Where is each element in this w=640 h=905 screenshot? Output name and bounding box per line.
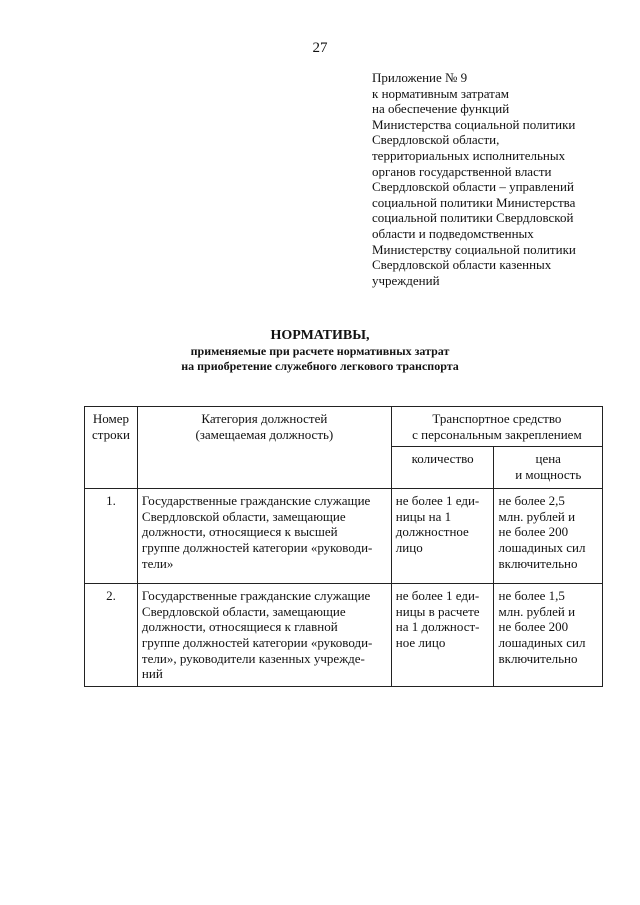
cell-line: ное лицо	[395, 634, 446, 650]
appendix-block	[372, 70, 632, 288]
heading-title: НОРМАТИВЫ,	[270, 328, 370, 343]
appendix-line: Приложение № 9	[372, 70, 468, 85]
appendix-line: Свердловской области казенных	[372, 257, 552, 273]
cell-line: тели», руководители казенных учрежде-	[141, 650, 365, 666]
header-line: количество	[411, 451, 474, 467]
cell-line: не более 2,5	[498, 493, 565, 509]
cell-line: лошадиных сил	[498, 539, 586, 555]
cell-line: ницы в расчете	[395, 603, 480, 619]
cell-line: включительно	[498, 650, 578, 666]
table-header-row	[85, 407, 603, 447]
cell-line: лошадиных сил	[498, 634, 586, 650]
cell-line: млн. рублей и	[498, 603, 576, 619]
table-row	[85, 584, 603, 687]
cell-line: включительно	[498, 555, 578, 571]
header-quantity	[391, 447, 494, 489]
cell-line: на 1 должност-	[395, 619, 480, 635]
row-price	[494, 584, 603, 687]
cell-line: ницы на 1	[395, 508, 452, 524]
cell-line: не более 1 еди-	[395, 588, 480, 604]
row-price	[494, 489, 603, 584]
document-heading	[0, 327, 640, 374]
header-line: цена	[535, 451, 561, 467]
appendix-line: Министерства социальной политики	[372, 116, 576, 132]
header-price	[494, 447, 603, 489]
cell-line: тели»	[141, 555, 174, 571]
appendix-line: области и подведомственных	[372, 225, 534, 241]
heading-subtitle: применяемые при расчете нормативных затрат	[190, 344, 450, 358]
cell-line: Свердловской области, замещающие	[141, 603, 346, 619]
cell-line: Свердловской области, замещающие	[141, 508, 346, 524]
cell-line: группе должностей категории «руководи-	[141, 539, 373, 555]
row-quantity	[391, 489, 494, 584]
cell-line: должностное	[395, 524, 469, 540]
page-number: 27	[312, 40, 328, 56]
cell-line: должности, относящиеся к высшей	[141, 524, 338, 540]
cell-line: группе должностей категории «руководи-	[141, 634, 373, 650]
appendix-line: территориальных исполнительных	[372, 147, 566, 163]
appendix-line: Свердловской области – управлений	[372, 179, 574, 195]
cell-line: не более 200	[498, 619, 569, 635]
appendix-line: социальной политики Министерства	[372, 194, 576, 210]
appendix-line: на обеспечение функций	[372, 101, 510, 117]
appendix-line: Министерству социальной политики	[372, 241, 576, 257]
table-row	[85, 489, 603, 584]
header-line: Номер	[92, 411, 130, 426]
cell-line: не более 200	[498, 524, 569, 540]
appendix-line: к нормативным затратам	[372, 85, 510, 101]
row-quantity	[391, 584, 494, 687]
cell-line: Государственные гражданские служащие	[141, 588, 371, 604]
row-number: 1.	[85, 489, 138, 584]
appendix-line: учреждений	[372, 272, 440, 288]
header-vehicle	[391, 407, 602, 447]
header-num	[85, 407, 138, 489]
cell-line: должности, относящиеся к главной	[141, 619, 338, 635]
header-line: Категория должностей	[201, 411, 328, 426]
header-line: и мощность	[515, 466, 582, 482]
appendix-line: органов государственной власти	[372, 163, 552, 179]
header-line: (замещаемая должность)	[195, 426, 334, 442]
header-line: Транспортное средство	[432, 411, 562, 426]
cell-line: Государственные гражданские служащие	[141, 493, 371, 509]
row-category	[137, 584, 391, 687]
cell-line: млн. рублей и	[498, 508, 576, 524]
row-number: 2.	[85, 584, 138, 687]
header-line: с персональным закреплением	[412, 426, 582, 442]
cell-line: лицо	[395, 539, 423, 555]
header-category	[137, 407, 391, 489]
appendix-line: социальной политики Свердловской	[372, 210, 574, 226]
row-category	[137, 489, 391, 584]
appendix-line: Свердловской области,	[372, 132, 500, 148]
cell-line: не более 1,5	[498, 588, 565, 604]
cell-line: ний	[141, 666, 163, 682]
norms-table	[84, 406, 603, 687]
header-line: строки	[92, 426, 130, 442]
heading-subtitle: на приобретение служебного легкового транспорта	[181, 359, 459, 373]
cell-line: не более 1 еди-	[395, 493, 480, 509]
